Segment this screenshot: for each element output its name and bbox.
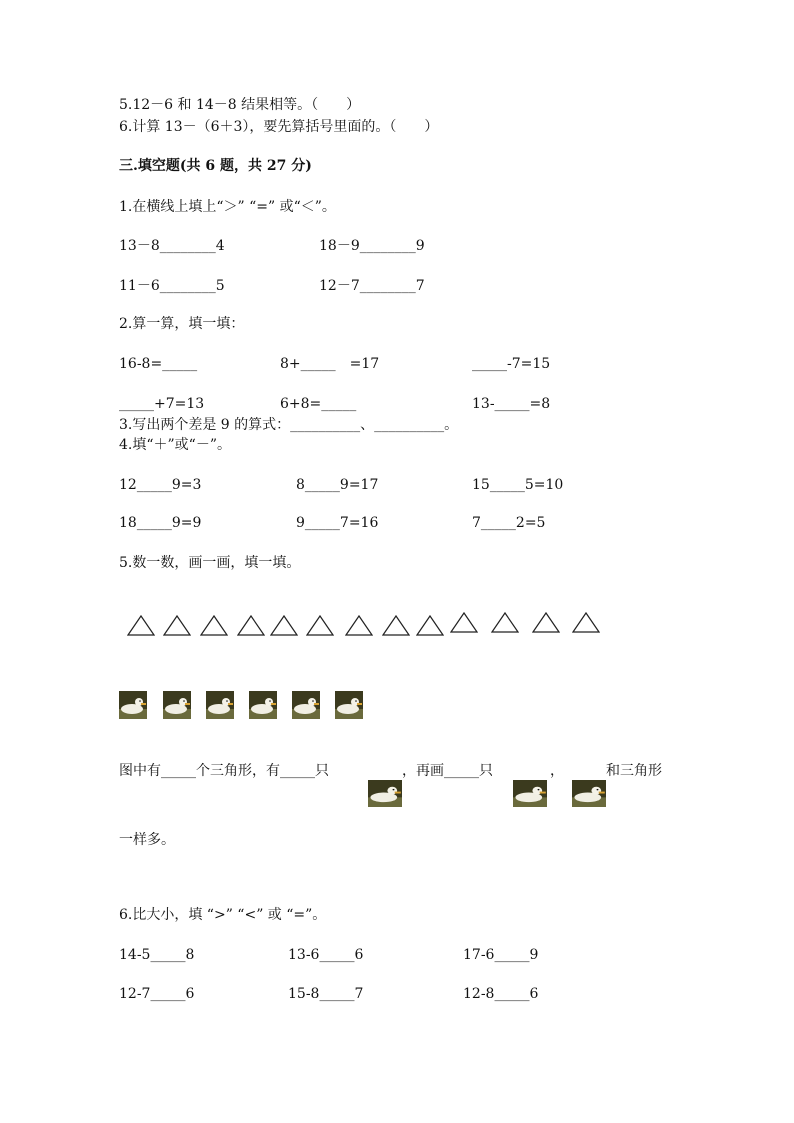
triangle-icon bbox=[491, 611, 519, 633]
triangle-icon bbox=[306, 614, 334, 636]
triangle-icon bbox=[572, 611, 600, 633]
q2-item: 13-_____=8 bbox=[472, 396, 551, 412]
q6-item: 13-6_____6 bbox=[288, 947, 364, 963]
triangle-icon bbox=[163, 614, 191, 636]
q2-item: 16-8=_____ bbox=[119, 356, 198, 372]
q3-prompt: 3.写出两个差是 9 的算式：__________、__________。 bbox=[119, 417, 459, 433]
q2-item: _____+7=13 bbox=[119, 396, 205, 412]
duck-icon bbox=[119, 691, 147, 719]
tf-question-5: 5.12－6 和 14－8 结果相等。（ ） bbox=[119, 97, 361, 113]
triangle-icon bbox=[200, 614, 228, 636]
q5-sentence-part2: ，再画_____只 bbox=[402, 763, 493, 779]
duck-icon bbox=[206, 691, 234, 719]
q5-sentence-part4: 和三角形 bbox=[606, 763, 662, 779]
duck-icon bbox=[249, 691, 277, 719]
duck-icon bbox=[163, 691, 191, 719]
triangle-icon bbox=[416, 614, 444, 636]
q2-item: 8+_____ =17 bbox=[280, 356, 380, 372]
triangle-icon bbox=[450, 611, 478, 633]
q1-item: 18－9________9 bbox=[319, 238, 425, 254]
triangle-icon bbox=[127, 614, 155, 636]
q6-item: 17-6_____9 bbox=[463, 947, 539, 963]
q6-item: 15-8_____7 bbox=[288, 986, 364, 1002]
duck-icon bbox=[368, 780, 402, 807]
q4-item: 12_____9=3 bbox=[119, 477, 202, 493]
q5-sentence-part3: ， bbox=[550, 763, 564, 779]
duck-icon bbox=[292, 691, 320, 719]
q5-sentence-part1: 图中有_____个三角形，有_____只 bbox=[119, 763, 329, 779]
q2-item: _____-7=15 bbox=[472, 356, 551, 372]
q4-item: 7_____2=5 bbox=[472, 515, 546, 531]
triangle-icon bbox=[345, 614, 373, 636]
tf-question-6: 6.计算 13－（6＋3），要先算括号里面的。（ ） bbox=[119, 119, 439, 135]
triangle-icon bbox=[382, 614, 410, 636]
q2-prompt: 2.算一算，填一填： bbox=[119, 316, 245, 332]
q2-item: 6+8=_____ bbox=[280, 396, 357, 412]
q1-item: 12－7________7 bbox=[319, 278, 425, 294]
q1-prompt: 1.在横线上填上“＞” “=” 或“＜”。 bbox=[119, 199, 336, 215]
q5-sentence-part5: 一样多。 bbox=[119, 832, 175, 848]
duck-icon bbox=[335, 691, 363, 719]
duck-icon bbox=[513, 780, 547, 807]
q1-item: 11－6________5 bbox=[119, 278, 225, 294]
q4-item: 15_____5=10 bbox=[472, 477, 564, 493]
triangle-icon bbox=[270, 614, 298, 636]
q4-item: 8_____9=17 bbox=[296, 477, 379, 493]
triangle-icon bbox=[237, 614, 265, 636]
section-title: 三.填空题(共 6 题，共 27 分) bbox=[119, 158, 312, 174]
q4-item: 18_____9=9 bbox=[119, 515, 202, 531]
q5-prompt: 5.数一数，画一画，填一填。 bbox=[119, 555, 301, 571]
q1-item: 13－8________4 bbox=[119, 238, 225, 254]
q6-item: 12-8_____6 bbox=[463, 986, 539, 1002]
q4-prompt: 4.填“＋”或“－”。 bbox=[119, 437, 231, 453]
triangle-icon bbox=[532, 611, 560, 633]
q6-item: 14-5_____8 bbox=[119, 947, 195, 963]
q6-item: 12-7_____6 bbox=[119, 986, 195, 1002]
duck-icon bbox=[572, 780, 606, 807]
q4-item: 9_____7=16 bbox=[296, 515, 379, 531]
q6-prompt: 6.比大小，填 “>” “<” 或 “=”。 bbox=[119, 907, 327, 923]
